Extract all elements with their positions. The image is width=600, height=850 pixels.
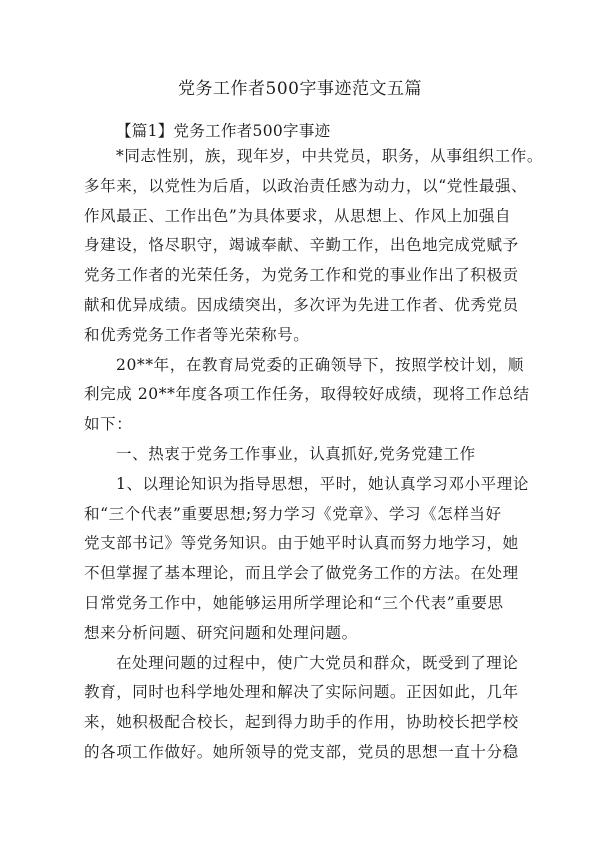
paragraph-line: 20**年，在教育局党委的正确领导下，按照学校计划，顺 <box>116 355 524 374</box>
subsection-heading: 一、热衷于党务工作事业，认真抓好,党务党建工作 <box>116 444 476 463</box>
paragraph-line: 来，她积极配合校长，起到得力助手的作用，协助校长把学校 <box>84 713 519 732</box>
paragraph-line: 党务工作者的光荣任务，为党务工作和党的事业作出了积极贡 <box>84 266 519 285</box>
paragraph-line: 在处理问题的过程中，使广大党员和群众，既受到了理论 <box>116 653 519 672</box>
paragraph-line: 不但掌握了基本理论，而且学会了做党务工作的方法。在处理 <box>84 564 519 583</box>
paragraph-line: *同志性别，族，现年岁，中共党员，职务，从事组织工作。 <box>116 147 543 165</box>
body-text <box>84 142 543 768</box>
paragraph-line: 身建设，恪尽职守，竭诚奉献、辛勤工作，出色地完成党赋予 <box>84 236 519 255</box>
paragraph-line: 献和优异成绩。因成绩突出，多次评为先进工作者、优秀党员 <box>84 295 519 314</box>
paragraph-line: 多年来，以党性为后盾，以政治责任感为动力，以“党性最强、 <box>84 176 528 195</box>
paragraph-line: 教育，同时也科学地处理和解决了实际问题。正因如此，几年 <box>84 683 519 702</box>
paragraph-line: 和优秀党务工作者等光荣称号。 <box>84 325 310 344</box>
paragraph-line: 作风最正、工作出色”为具体要求，从思想上、作风上加强自 <box>84 206 512 225</box>
paragraph-line: 的各项工作做好。她所领导的党支部，党员的思想一直十分稳 <box>84 742 519 761</box>
paragraph-line: 想来分析问题、研究问题和处理问题。 <box>84 623 358 642</box>
paragraph-line: 1、以理论知识为指导思想，平时，她认真学习邓小平理论 <box>116 474 529 493</box>
paragraph-line: 党支部书记》等党务知识。由于她平时认真而努力地学习，她 <box>84 534 519 553</box>
paragraph-line: 日常党务工作中，她能够运用所学理论和“三个代表”重要思 <box>84 593 504 612</box>
paragraph-line: 如下： <box>84 415 133 434</box>
paragraph-line: 利完成 20**年度各项工作任务，取得较好成绩，现将工作总结 <box>84 385 530 404</box>
paragraph-line: 和“三个代表”重要思想;努力学习《党章》、学习《怎样当好 <box>84 504 502 523</box>
document-title: 党务工作者500字事迹范文五篇 <box>178 79 422 99</box>
section-heading: 【篇1】党务工作者500字事迹 <box>116 122 331 140</box>
